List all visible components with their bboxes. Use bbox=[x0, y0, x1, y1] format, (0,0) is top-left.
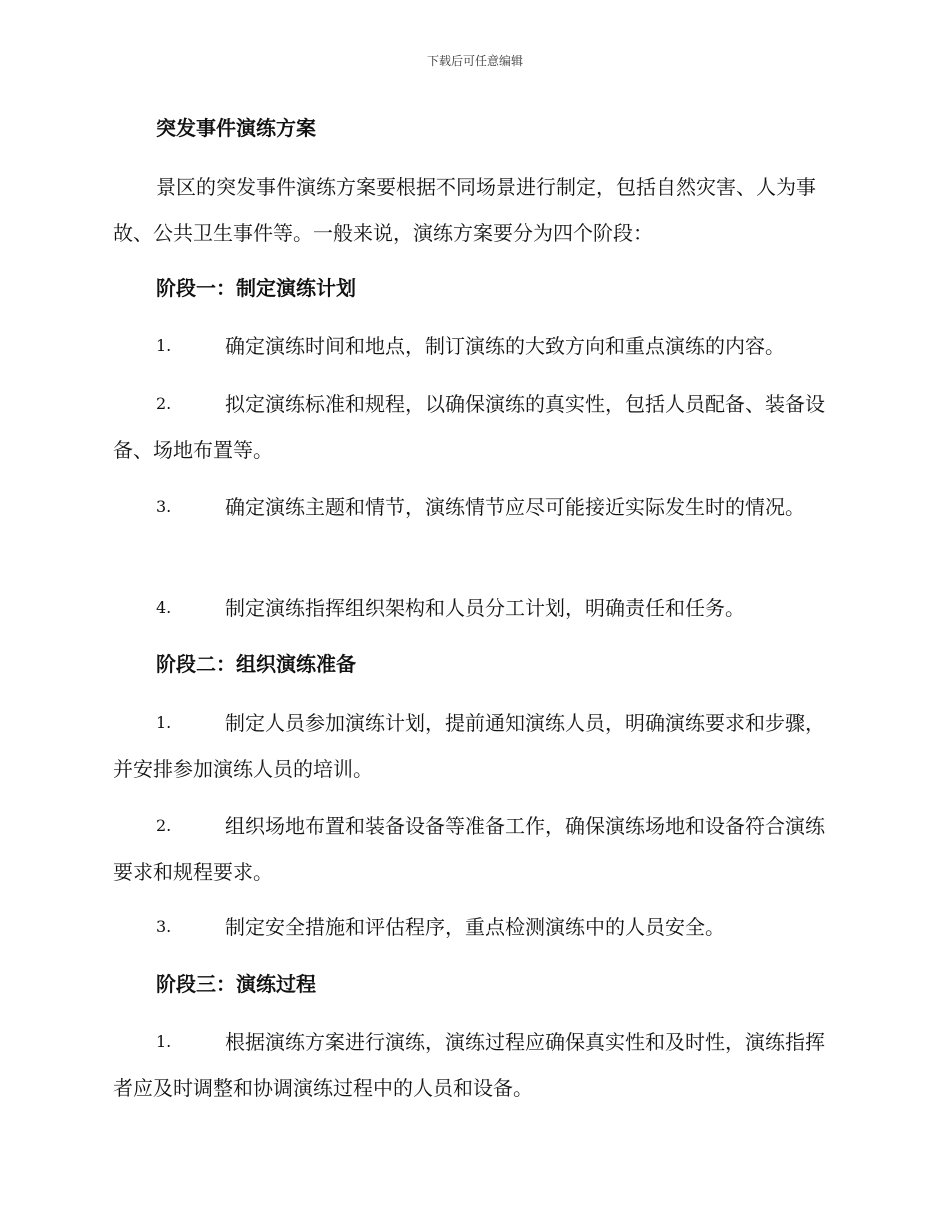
item-text: 制定演练指挥组织架构和人员分工计划，明确责任和任务。 bbox=[225, 596, 745, 620]
stage-1-item-2 bbox=[113, 381, 838, 473]
item-text: 制定安全措施和评估程序，重点检测演练中的人员安全。 bbox=[225, 915, 725, 939]
stage-2-item-1 bbox=[113, 700, 838, 792]
item-number: 3. bbox=[156, 917, 172, 936]
item-number: 2. bbox=[156, 816, 172, 835]
intro-paragraph: 景区的突发事件演练方案要根据不同场景进行制定，包括自然灾害、人为事故、公共卫生事件等。一般来说，演练方案要分为四个阶段： bbox=[113, 175, 816, 245]
stage-1-heading: 阶段一：制定演练计划 bbox=[156, 276, 356, 300]
item-number: 1. bbox=[156, 713, 172, 732]
item-text: 组织场地布置和装备设备等准备工作，确保演练场地和设备符合演练要求和规程要求。 bbox=[113, 814, 825, 884]
stage-2-item-2 bbox=[113, 803, 838, 895]
item-number: 2. bbox=[156, 394, 172, 413]
stage-3-item-1 bbox=[113, 1019, 838, 1111]
item-number: 1. bbox=[156, 1032, 172, 1051]
stage-3-heading: 阶段三：演练过程 bbox=[156, 972, 316, 996]
stage-2-item-3 bbox=[113, 904, 838, 950]
stage-1-item-4 bbox=[113, 585, 838, 631]
page-header-note: 下载后可任意编辑 bbox=[426, 54, 523, 68]
stage-1-item-3 bbox=[113, 484, 838, 530]
item-text: 确定演练时间和地点，制订演练的大致方向和重点演练的内容。 bbox=[225, 334, 785, 358]
item-text: 根据演练方案进行演练，演练过程应确保真实性和及时性，演练指挥者应及时调整和协调演练过程中的人员和设备。 bbox=[113, 1030, 825, 1100]
item-number: 3. bbox=[156, 497, 172, 516]
item-number: 1. bbox=[156, 336, 172, 355]
item-text: 制定人员参加演练计划，提前通知演练人员，明确演练要求和步骤，并安排参加演练人员的培训。 bbox=[113, 711, 825, 781]
item-number: 4. bbox=[156, 598, 172, 617]
stage-2-heading: 阶段二：组织演练准备 bbox=[156, 652, 356, 676]
item-text: 拟定演练标准和规程，以确保演练的真实性，包括人员配备、装备设备、场地布置等。 bbox=[113, 392, 825, 462]
document-title: 突发事件演练方案 bbox=[156, 116, 316, 140]
stage-1-item-1 bbox=[113, 323, 838, 369]
item-text: 确定演练主题和情节，演练情节应尽可能接近实际发生时的情况。 bbox=[225, 495, 805, 519]
